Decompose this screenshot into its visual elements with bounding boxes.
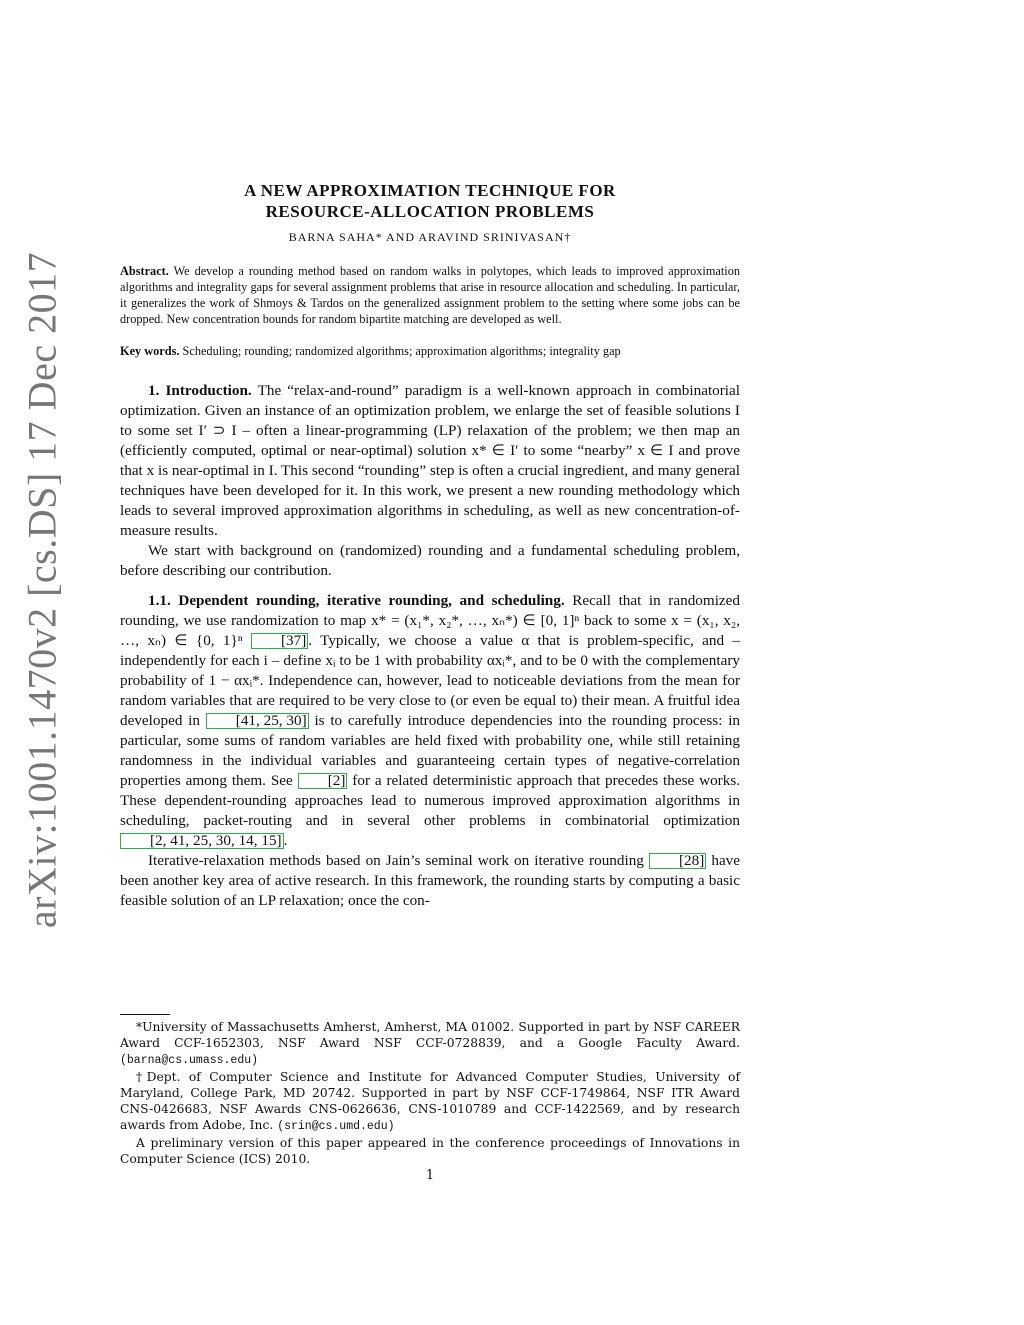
footnote-divider bbox=[120, 1014, 170, 1015]
email-saha: (barna@cs.umass.edu) bbox=[120, 1054, 259, 1067]
citation-link[interactable]: [28] bbox=[649, 853, 706, 869]
abstract bbox=[120, 263, 740, 327]
author-list: BARNA SAHA* AND ARAVIND SRINIVASAN† bbox=[288, 230, 572, 244]
iterative-relaxation-paragraph: Iterative-relaxation methods based on Jain’s seminal work on iterative rounding [28] have been another key area of active research. In this framework, the rounding starts by computing a basic feasible solution of an LP relaxation; once the con- bbox=[120, 852, 741, 909]
intro-paragraph-2: We start with background on (randomized) rounding and a fundamental scheduling problem, before describing our contribution. bbox=[120, 542, 740, 579]
arxiv-identifier: arXiv:1001.1470v2 [cs.DS] 17 Dec 2017 bbox=[19, 251, 65, 929]
keywords-text: Scheduling; rounding; randomized algorithms; approximation algorithms; integrality gap bbox=[182, 344, 621, 358]
footnote-preliminary-version: A preliminary version of this paper appeared in the conference proceedings of Innovations in Computer Science (ICS) 2010. bbox=[120, 1136, 740, 1166]
arxiv-stamp bbox=[0, 0, 80, 1325]
paper-page bbox=[120, 180, 740, 911]
title-line-1: A NEW APPROXIMATION TECHNIQUE FOR bbox=[244, 181, 616, 200]
section-heading-introduction: 1. Introduction. bbox=[148, 382, 252, 399]
abstract-label: Abstract. bbox=[120, 264, 169, 278]
body-text bbox=[120, 381, 740, 911]
citation-link[interactable]: [2] bbox=[298, 773, 348, 789]
paper-title bbox=[120, 180, 740, 222]
section-heading-1-1: 1.1. Dependent rounding, iterative rounding, and scheduling. bbox=[148, 592, 565, 609]
abstract-text: We develop a rounding method based on random walks in polytopes, which leads to improved approximation algorithms and integrality gaps for several assignment problems that arise in resource allocation and scheduling. In particular, it generalizes the work of Shmoys & Tardos on the generalized assignment problem to the setting where some jobs can be dropped. New concentration bounds for random bipartite matching are developed as well. bbox=[120, 264, 740, 326]
subsection-1-1-paragraph: 1.1. Dependent rounding, iterative rounding, and scheduling. Recall that in randomized rounding, we use randomization to map x* = (x₁*, x₂*, …, xₙ*) ∈ [0, 1]ⁿ back to some x = (x₁, x₂, …, xₙ) ∈ {0, 1}ⁿ [37] . Typically, we choose a value α that is problem-specific, and – independently for each i – define xᵢ to be 1 with probability αxᵢ*, and to be 0 with the complementary probability of 1 − αxᵢ*. Independence can, however, lead to noticeable deviations from the mean for random variables that are required to be very close to (or even be equal to) their mean. A fruitful idea developed in [41, 25, 30] is to carefully introduce dependencies into the rounding process: in particular, some sums of random variables are held fixed with probability one, while still retaining randomness in the individual variables and guaranteeing certain types of negative-correlation properties among them. See [2] for a related deterministic approach that precedes these works. These dependent-rounding approaches lead to numerous improved approximation algorithms in scheduling, packet-routing and in several other problems in combinatorial optimization [2, 41, 25, 30, 14, 15] . bbox=[120, 592, 741, 849]
title-line-2: RESOURCE-ALLOCATION PROBLEMS bbox=[265, 202, 595, 221]
citation-link[interactable]: [37] bbox=[251, 633, 308, 649]
intro-paragraph-1: 1. Introduction. The “relax-and-round” paradigm is a well-known approach in combinatorial optimization. Given an instance of an optimization problem, we enlarge the set of feasible solutions I to some set I′ ⊃ I – often a linear-programming (LP) relaxation of the problem; we then map an (efficiently computed, optimal or near-optimal) solution x* ∈ I′ to some “nearby” x ∈ I and prove that x is near-optimal in I. This second “rounding” step is often a crucial ingredient, and many general techniques have been developed for it. In this work, we present a new rounding methodology which leads to several improved approximation algorithms in scheduling, as well as new concentration-of-measure results. bbox=[120, 382, 740, 539]
footnote-saha: *University of Massachusetts Amherst, Amherst, MA 01002. Supported in part by NSF CAREER Award CCF-1652303, NSF Award NSF CCF-0728839, and a Google Faculty Award. (barna@cs.umass.edu) bbox=[120, 1020, 740, 1067]
keywords-label: Key words. bbox=[120, 344, 180, 358]
citation-link[interactable]: [41, 25, 30] bbox=[206, 713, 309, 729]
email-srinivasan: (srin@cs.umd.edu) bbox=[277, 1120, 395, 1133]
footnotes bbox=[120, 1014, 740, 1167]
page-number: 1 bbox=[425, 1168, 435, 1183]
keywords bbox=[120, 343, 740, 359]
citation-link[interactable]: [2, 41, 25, 30, 14, 15] bbox=[120, 833, 284, 849]
footnote-srinivasan: †Dept. of Computer Science and Institute for Advanced Computer Studies, University of Maryland, College Park, MD 20742. Supported in part by NSF CCF-1749864, NSF ITR Award CNS-0426683, NSF Awards CNS-0626636, CNS-1010789 and CCF-1422569, and by research awards from Adobe, Inc. (srin@cs.umd.edu) bbox=[120, 1070, 740, 1133]
